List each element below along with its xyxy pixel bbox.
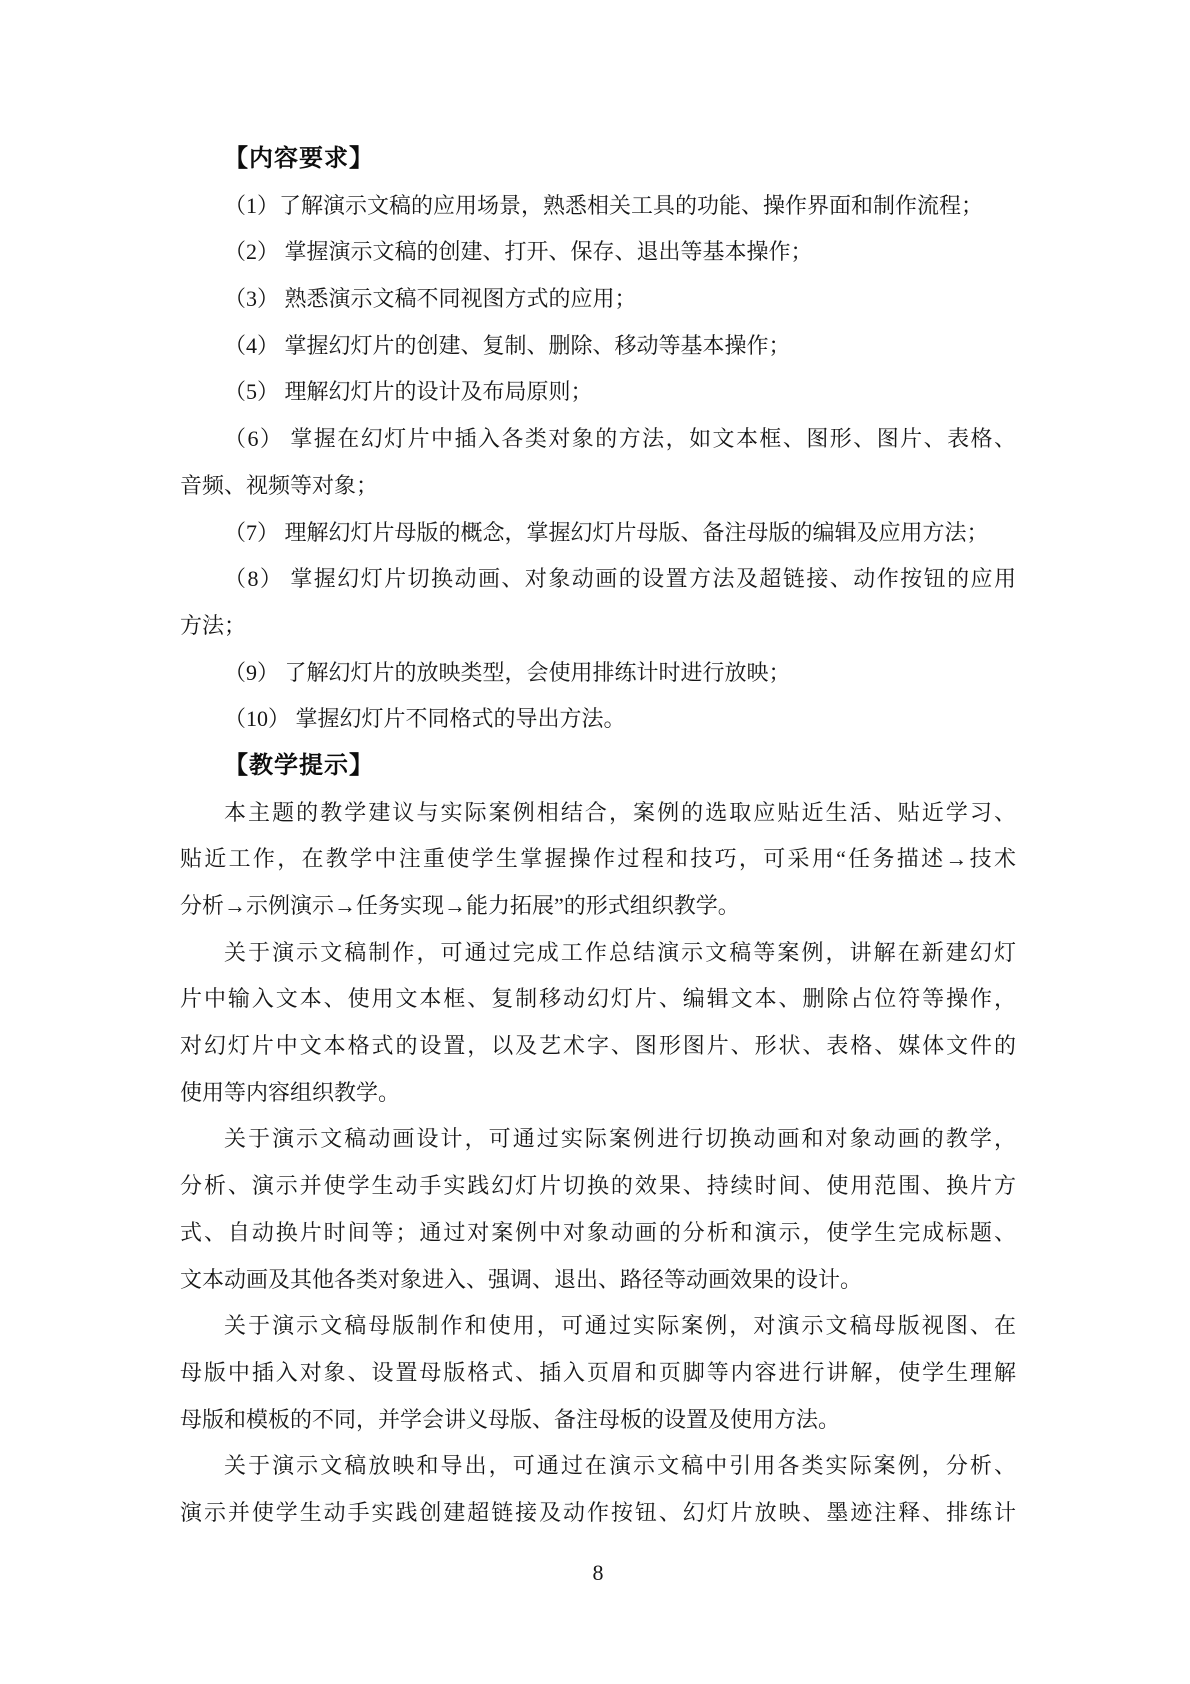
content-requirements-lines [180, 183, 1016, 743]
text-line: （6） 掌握在幻灯片中插入各类对象的方法，如文本框、图形、图片、表格、 [224, 426, 1016, 452]
section-content-requirements [180, 136, 1016, 743]
section-teaching-tips [180, 743, 1016, 1537]
page-number: 8 [592, 1559, 604, 1585]
text-line: 分析、演示并使学生动手实践幻灯片切换的效果、持续时间、使用范围、换片方 [180, 1173, 1016, 1199]
text-line: 式、自动换片时间等；通过对案例中对象动画的分析和演示，使学生完成标题、 [180, 1219, 1016, 1245]
text-line: （5） 理解幻灯片的设计及布局原则； [224, 379, 593, 405]
text-line: （8） 掌握幻灯片切换动画、对象动画的设置方法及超链接、动作按钮的应用 [224, 566, 1016, 592]
text-line: （9） 了解幻灯片的放映类型，会使用排练计时进行放映； [224, 659, 791, 685]
text-line: 贴近工作，在教学中注重使学生掌握操作过程和技巧，可采用“任务描述→技术 [180, 846, 1016, 872]
text-line: （10） 掌握幻灯片不同格式的导出方法。 [224, 706, 626, 732]
teaching-tips-heading: 【教学提示】 [224, 751, 374, 779]
text-line: 母版和模板的不同，并学会讲义母版、备注母板的设置及使用方法。 [180, 1406, 841, 1432]
text-line: 关于演示文稿动画设计，可通过实际案例进行切换动画和对象动画的教学， [224, 1126, 1016, 1152]
text-line: 使用等内容组织教学。 [180, 1079, 401, 1105]
text-line: 演示并使学生动手实践创建超链接及动作按钮、幻灯片放映、墨迹注释、排练计 [180, 1499, 1016, 1525]
text-line: 关于演示文稿母版制作和使用，可通过实际案例，对演示文稿母版视图、在 [224, 1313, 1016, 1339]
text-line: 关于演示文稿放映和导出，可通过在演示文稿中引用各类实际案例，分析、 [224, 1453, 1016, 1479]
teaching-tips-lines [180, 790, 1016, 1537]
text-line: （1）了解演示文稿的应用场景，熟悉相关工具的功能、操作界面和制作流程； [224, 192, 984, 218]
text-line: （7） 理解幻灯片母版的概念，掌握幻灯片母版、备注母版的编辑及应用方法； [224, 519, 989, 545]
content-requirements-heading: 【内容要求】 [224, 145, 374, 172]
text-line: 母版中插入对象、设置母版格式、插入页眉和页脚等内容进行讲解，使学生理解 [180, 1359, 1016, 1385]
text-line: 对幻灯片中文本格式的设置，以及艺术字、图形图片、形状、表格、媒体文件的 [180, 1033, 1016, 1059]
text-line: 分析→示例演示→任务实现→能力拓展”的形式组织教学。 [180, 893, 740, 918]
text-line: 本主题的教学建议与实际案例相结合，案例的选取应贴近生活、贴近学习、 [224, 799, 1016, 825]
text-line: （4） 掌握幻灯片的创建、复制、删除、移动等基本操作； [224, 332, 791, 358]
text-line: 方法； [180, 612, 247, 638]
text-line: 片中输入文本、使用文本框、复制移动幻灯片、编辑文本、删除占位符等操作， [180, 986, 1016, 1012]
text-line: 关于演示文稿制作，可通过完成工作总结演示文稿等案例，讲解在新建幻灯 [224, 939, 1016, 965]
text-line: （3） 熟悉演示文稿不同视图方式的应用； [224, 286, 637, 312]
text-line: 文本动画及其他各类对象进入、强调、退出、路径等动画效果的设计。 [180, 1266, 863, 1292]
text-column [180, 136, 1016, 1596]
text-line: （2） 掌握演示文稿的创建、打开、保存、退出等基本操作； [224, 239, 813, 265]
page-footer [180, 1550, 1016, 1597]
text-line: 音频、视频等对象； [180, 472, 379, 498]
